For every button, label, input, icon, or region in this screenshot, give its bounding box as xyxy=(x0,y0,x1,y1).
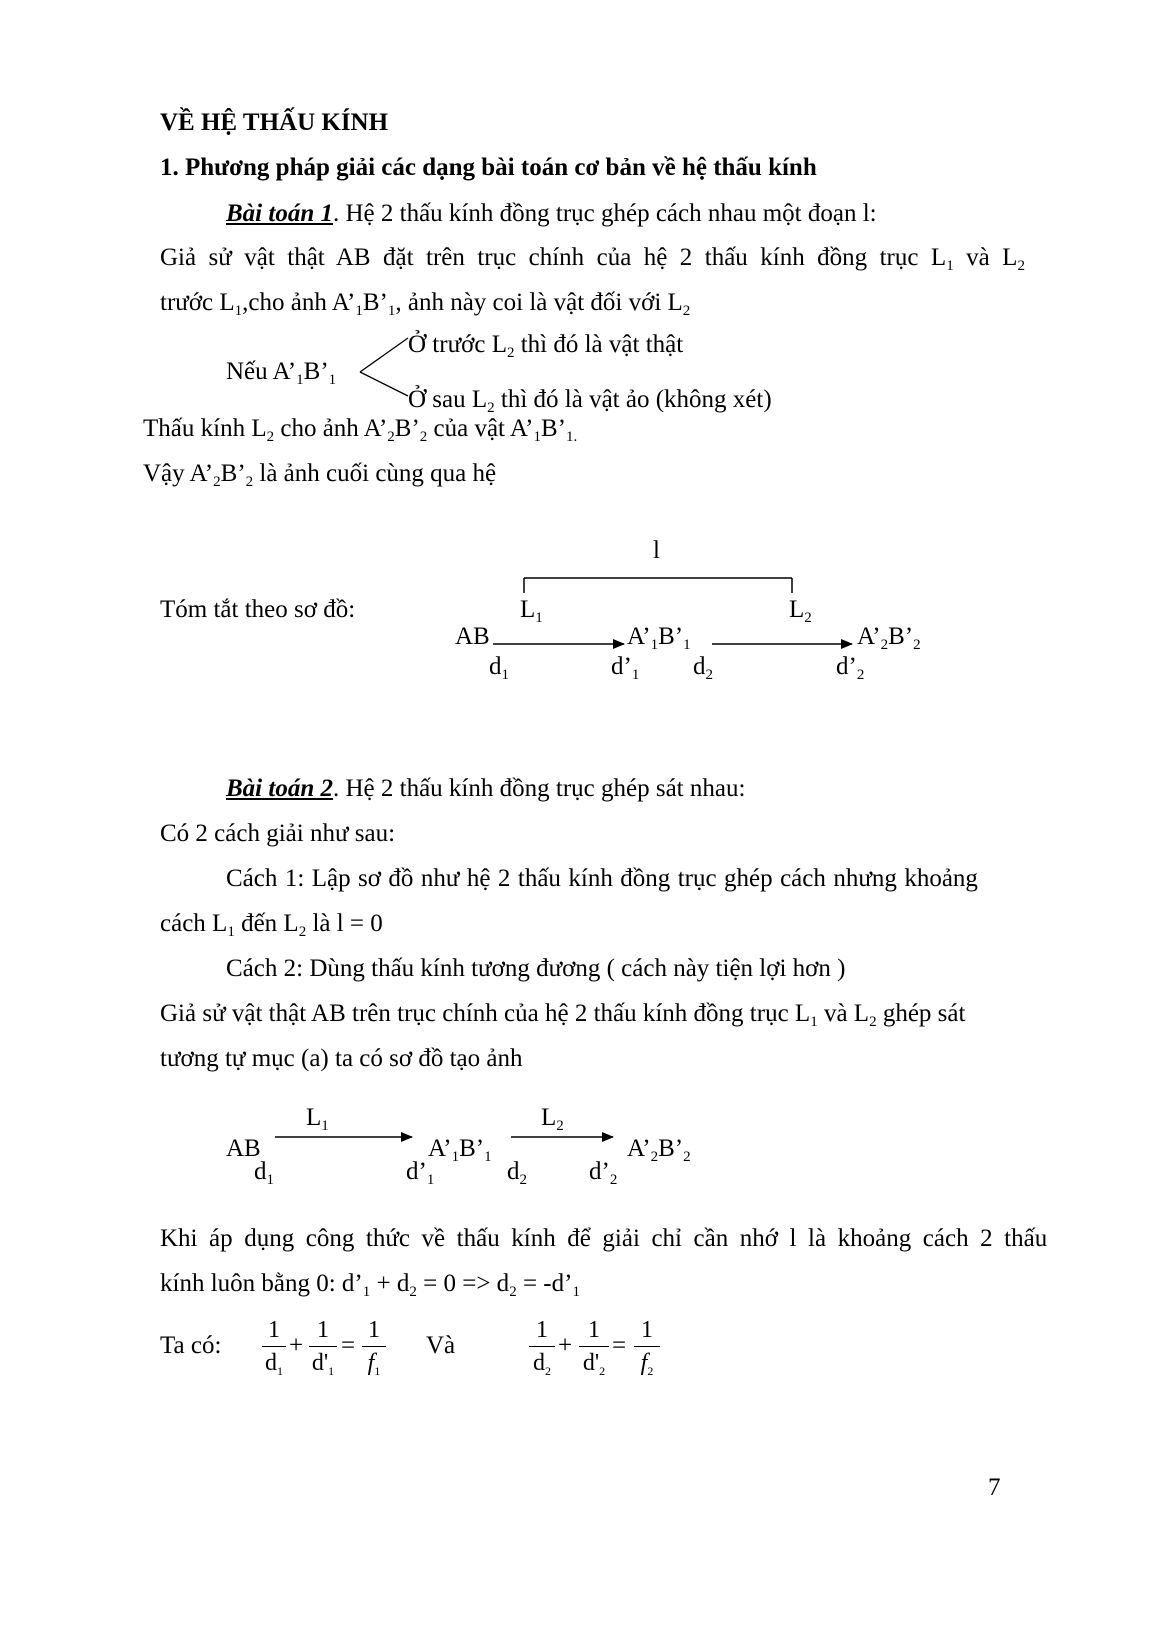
taco-label: Ta có: xyxy=(160,1332,222,1359)
problem2-way2: Cách 2: Dùng thấu kính tương đương ( cách này tiện lợi hơn ) xyxy=(226,955,846,982)
eq2-term1: 1 $d_2$ xyxy=(529,1318,555,1375)
diagram1-lens1-label: $L_1$ xyxy=(520,596,543,626)
problem2-label: Bài toán 2 xyxy=(226,775,333,802)
problem1-line4: Vậy $A’_2B’_2$ là ảnh cuối cùng qua hệ xyxy=(143,460,497,490)
diagram1-dp1: $d’_1$ xyxy=(611,653,640,683)
diagram2-object: AB xyxy=(226,1135,261,1162)
problem1-line1: Giả sử vật thật AB đặt trên trục chính của hệ 2 thấu kính đồng trục $L_1$ và $L_2$ xyxy=(160,244,1025,274)
diagram2-d1: $d_1$ xyxy=(254,1158,274,1188)
diagram2-lens1-label: $L_1$ xyxy=(306,1104,329,1134)
eq1-equals: = xyxy=(341,1332,356,1359)
problem2-line3: tương tự mục (a) ta có sơ đồ tạo ảnh xyxy=(160,1045,523,1072)
diagram1-image2: $A’_2B’_2$ xyxy=(857,623,921,653)
problem1-label: Bài toán 1 xyxy=(226,200,333,227)
eq2-plus: + xyxy=(558,1332,573,1359)
problem2-line2: Giả sử vật thật AB trên trục chính của hệ 2 thấu kính đồng trục $L_1$ và $L_2$ ghép sát xyxy=(160,1000,966,1030)
eq2-term3: 1 $f_2$ xyxy=(634,1318,660,1375)
eq1-term2: 1 $d'_1$ xyxy=(309,1318,337,1375)
diagram2-dp1: $d’_1$ xyxy=(406,1158,435,1188)
summary-label: Tóm tắt theo sơ đồ: xyxy=(160,596,356,623)
diagram1-dp2: $d’_2$ xyxy=(836,653,865,683)
diagram1-distance-bracket xyxy=(524,578,792,593)
problem2-way1-cont: cách $L_1$ đến $L_2$ là l = 0 xyxy=(160,910,383,940)
diagram1-lens2-label: $L_2$ xyxy=(789,596,812,626)
heading-methods: 1. Phương pháp giải các dạng bài toán cơ bản về hệ thấu kính xyxy=(160,154,817,181)
eq1-term3: 1 $f_1$ xyxy=(362,1318,386,1375)
problem1-title: . Hệ 2 thấu kính đồng trục ghép cách nhau một đoạn l: xyxy=(332,200,877,227)
branch-label: Nếu $A’_1B’_1$ xyxy=(226,358,337,388)
problem1-line3: Thấu kính $L_2$ cho ảnh $A’_2B’_2$ của vật $A’_1B’_{1.}$ xyxy=(143,415,578,445)
diagram1-d1: $d_1$ xyxy=(489,653,509,683)
page-number: 7 xyxy=(988,1474,1001,1501)
diagram2-d2: $d_2$ xyxy=(507,1158,527,1188)
diagram2-image2: $A’_2B’_2$ xyxy=(627,1135,691,1165)
eq1-term1: 1 $d_1$ xyxy=(262,1318,286,1375)
eq2-term2: 1 $d'_2$ xyxy=(579,1318,609,1375)
diagram1-image1: $A’_1B’_1$ xyxy=(627,623,691,653)
branch-bottom-option: Ở sau $L_2$ thì đó là vật ảo (không xét) xyxy=(408,386,772,416)
problem2-way1: Cách 1: Lập sơ đồ như hệ 2 thấu kính đồng trục ghép cách nhưng khoảng xyxy=(226,865,978,892)
problem1-line2: trước $L_1,cho$ ảnh $A’_1B’_1$, ảnh này coi là vật đối với $L_2$ xyxy=(160,289,691,319)
diagram1-d2: $d_2$ xyxy=(693,653,713,683)
and-label: Và xyxy=(426,1332,456,1359)
diagram1-object: AB xyxy=(455,623,490,650)
apply-line2: kính luôn bằng 0: $d’_1 + d_2 = 0 => d_2$ = $-d’_1$ xyxy=(160,1270,580,1300)
section-title: VỀ HỆ THẤU KÍNH xyxy=(160,109,389,136)
diagram1-distance-label: l xyxy=(653,537,660,564)
branch-chevron xyxy=(360,338,408,396)
diagram2-dp2: $d’_2$ xyxy=(589,1158,618,1188)
apply-line1: Khi áp dụng công thức về thấu kính để giải chỉ cần nhớ l là khoảng cách 2 thấu xyxy=(160,1225,1048,1252)
eq1-plus: + xyxy=(289,1332,304,1359)
diagram2-lens2-label: $L_2$ xyxy=(541,1104,564,1134)
eq2-equals: = xyxy=(612,1332,627,1359)
problem2-line1: Có 2 cách giải như sau: xyxy=(160,820,396,847)
diagram2-image1: $A’_1B’_1$ xyxy=(428,1135,492,1165)
branch-top-option: Ở trước $L_2$ thì đó là vật thật xyxy=(408,331,684,361)
problem2-title: . Hệ 2 thấu kính đồng trục ghép sát nhau: xyxy=(332,775,746,802)
